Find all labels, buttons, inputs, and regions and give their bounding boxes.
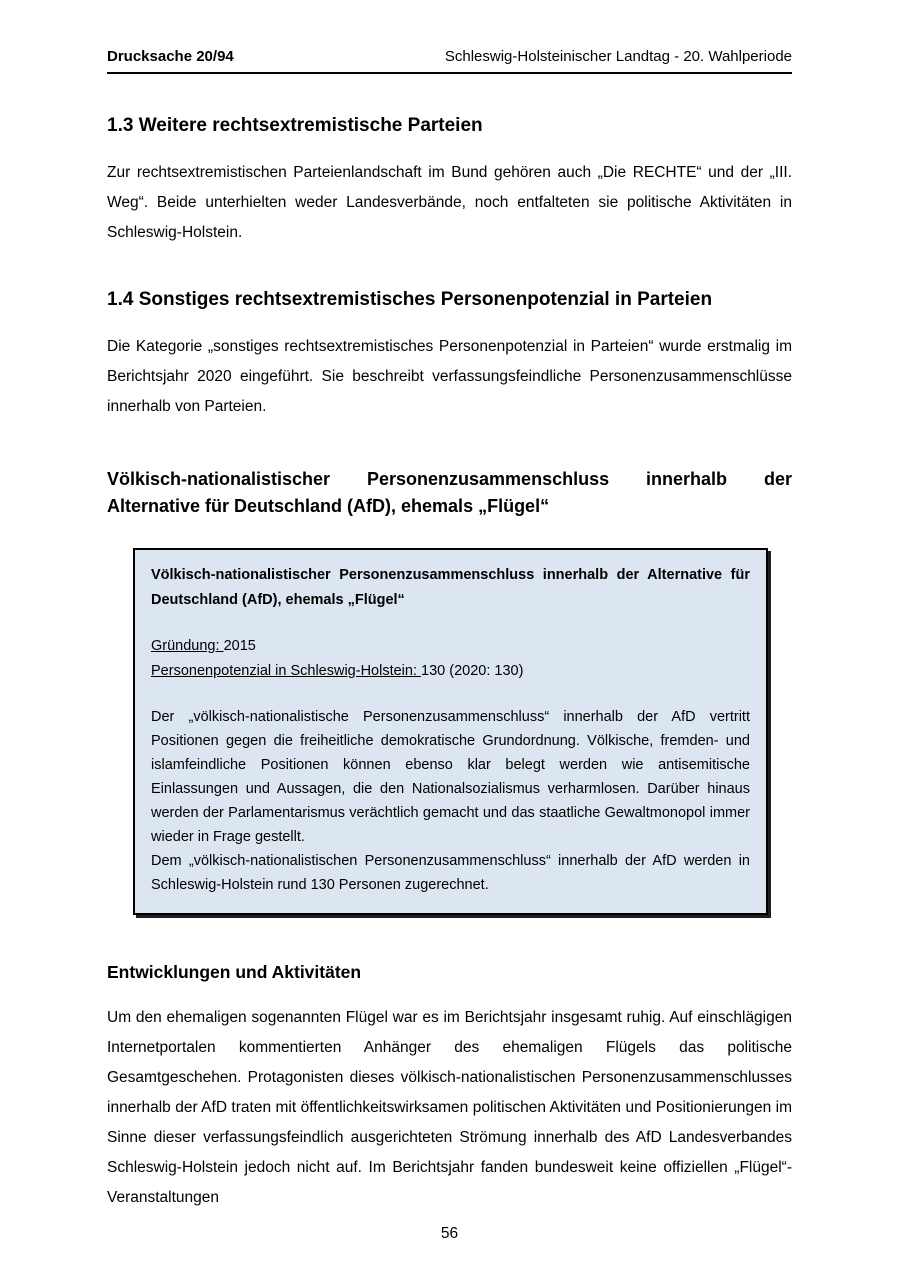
document-id: Drucksache 20/94 bbox=[107, 48, 234, 65]
potential-label: Personenpotenzial in Schleswig-Holstein: bbox=[151, 663, 422, 679]
section-1-3-paragraph: Zur rechtsextremistischen Parteienlandschaft im Bund gehören auch „Die RECHTE“ und der „III. Weg“. Beide unterhielten weder Landesverbände, noch entfalteten sie politische Aktivitäten in Schleswig-Holstein. bbox=[107, 164, 792, 241]
section-1-4 bbox=[107, 288, 792, 422]
potential-value: 130 (2020: 130) bbox=[421, 663, 524, 679]
info-box-paragraph-1: Der „völkisch-nationalistische Personenzusammenschluss“ innerhalb der AfD vertritt Positionen gegen die freiheitliche demokratische Grundordnung. Völkische, fremden- und islamfeindliche Positionen können ebenso klar belegt werden wie antisemitische Einlassungen und Aussagen, die den Nationalsozialismus verharmlosen. Darüber hinaus werden der Parlamentarismus verächtlich gemacht und das staatliche Gewaltmonopol immer wieder in Frage gestellt. bbox=[151, 709, 750, 845]
page-footer bbox=[107, 1225, 792, 1243]
document-source: Schleswig-Holsteinischer Landtag - 20. Wahlperiode bbox=[444, 48, 792, 65]
section-1-3-heading: 1.3 Weitere rechtsextremistische Parteien bbox=[107, 115, 483, 136]
section-1-4-heading: 1.4 Sonstiges rechtsextremistisches Personenpotenzial in Parteien bbox=[107, 289, 713, 310]
info-box bbox=[133, 548, 768, 915]
founding-value: 2015 bbox=[223, 638, 256, 654]
section-1-3 bbox=[107, 114, 792, 248]
info-box-paragraph-2: Dem „völkisch-nationalistischen Personenzusammenschluss“ innerhalb der AfD werden in Schleswig-Holstein rund 130 Personen zugerechnet. bbox=[151, 853, 750, 893]
entwicklungen-heading: Entwicklungen und Aktivitäten bbox=[107, 962, 362, 982]
page-number: 56 bbox=[440, 1225, 459, 1242]
entwicklungen-section bbox=[107, 961, 792, 1213]
page-header bbox=[107, 48, 792, 74]
potential-fact bbox=[151, 659, 750, 684]
founding-fact bbox=[151, 634, 750, 659]
voelkisch-heading: Völkisch-nationalistischer Personenzusammenschluss innerhalb der Alternative für Deutschland (AfD), ehemals „Flügel“ bbox=[107, 469, 792, 516]
voelkisch-section bbox=[107, 466, 792, 915]
section-1-4-paragraph: Die Kategorie „sonstiges rechtsextremistisches Personenpotenzial in Parteien“ wurde erstmalig im Berichtsjahr 2020 eingeführt. Sie beschreibt verfassungsfeindliche Personenzusammenschlüsse innerhalb von Parteien. bbox=[107, 338, 792, 415]
founding-label: Gründung: bbox=[151, 638, 224, 654]
info-box-facts bbox=[151, 634, 750, 684]
entwicklungen-paragraph: Um den ehemaligen sogenannten Flügel war es im Berichtsjahr insgesamt ruhig. Auf einschlägigen Internetportalen kommentierten Anhänger des ehemaligen Flügels das politische Gesamtgeschehen. Protagonisten dieses völkisch-nationalistischen Personenzusammenschlusses innerhalb der AfD traten mit öffentlichkeitswirksamen politischen Aktivitäten und Positionierungen im Sinne dieser verfassungsfeindlich ausgerichteten Strömung innerhalb des AfD Landesverbandes Schleswig-Holstein jedoch nicht auf. Im Berichtsjahr fanden bundesweit keine offiziellen „Flügel“-Veranstaltungen bbox=[107, 1009, 792, 1206]
info-box-title: Völkisch-nationalistischer Personenzusammenschluss innerhalb der Alternative für Deutschland (AfD), ehemals „Flügel“ bbox=[151, 567, 750, 608]
